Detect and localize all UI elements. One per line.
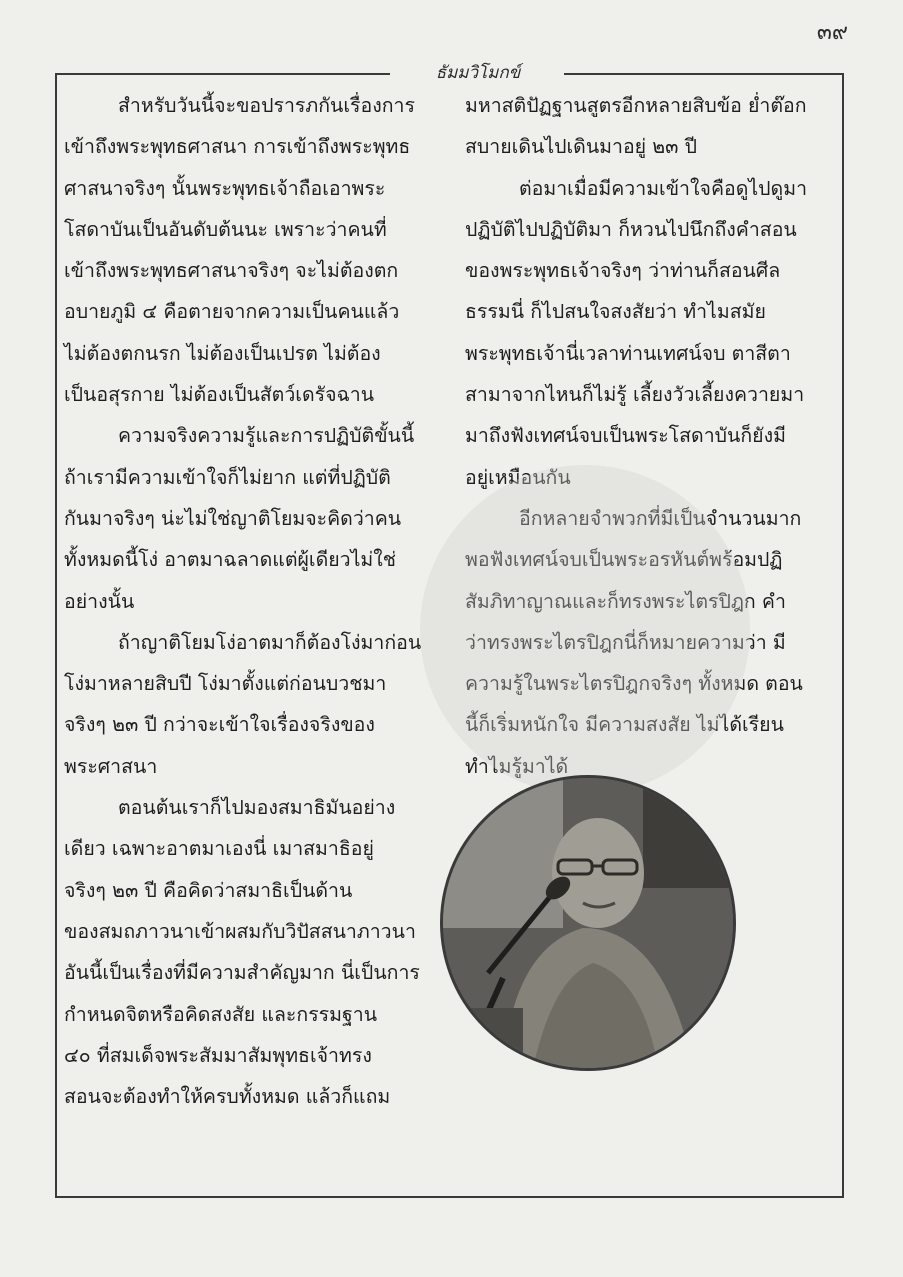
page-number: ๓๙ xyxy=(816,20,848,45)
text-line: สบายเดินไปเดินมาอยู่ ๒๓ ปี xyxy=(465,135,698,159)
text-line: ของพระพุทธเจ้าจริงๆ ว่าท่านก็สอนศีล xyxy=(465,259,781,283)
text-line: ทำไมรู้มาได้ xyxy=(465,754,569,778)
text-line: นี้ก็เริ่มหนักใจ มีความสงสัย ไม่ได้เรียน xyxy=(465,713,784,737)
header-rule-left xyxy=(57,73,390,75)
text-line: จริงๆ ๒๓ ปี กว่าจะเข้าใจเรื่องจริงของ xyxy=(64,713,375,737)
text-line: เข้าถึงพระพุทธศาสนาจริงๆ จะไม่ต้องตก xyxy=(64,259,399,283)
background-watermark xyxy=(420,465,750,795)
text-line: สอนจะต้องทำให้ครบทั้งหมด แล้วก็แถม xyxy=(64,1085,391,1109)
text-line: ความรู้ในพระไตรปิฎกจริงๆ ทั้งหมด ตอน xyxy=(465,672,803,696)
text-line: โง่มาหลายสิบปี โง่มาตั้งแต่ก่อนบวชมา xyxy=(64,672,387,696)
text-line: ปฏิบัติไปปฏิบัติมา ก็หวนไปนึกถึงคำสอน xyxy=(465,217,797,241)
text-line: กำหนดจิตหรือคิดสงสัย และกรรมฐาน xyxy=(64,1002,378,1026)
text-line: อย่างนั้น xyxy=(64,589,135,613)
text-line: โสดาบันเป็นอันดับต้นนะ เพราะว่าคนที่ xyxy=(64,217,387,241)
text-line: ตอนต้นเราก็ไปมองสมาธิมันอย่าง xyxy=(118,796,396,820)
text-line: อยู่เหมือนกัน xyxy=(465,465,571,489)
text-line: ๔๐ ที่สมเด็จพระสัมมาสัมพุทธเจ้าทรง xyxy=(64,1043,372,1067)
text-line: ว่าทรงพระไตรปิฎกนี่ก็หมายความว่า มี xyxy=(465,630,786,654)
text-line: อันนี้เป็นเรื่องที่มีความสำคัญมาก นี่เป็นการ xyxy=(64,961,420,985)
text-line: มหาสติปัฏฐานสูตรอีกหลายสิบข้อ ย่ำต๊อก xyxy=(465,94,807,117)
text-line: เป็นอสุรกาย ไม่ต้องเป็นสัตว์เดรัจฉาน xyxy=(64,383,375,407)
text-line: ศาสนาจริงๆ นั้นพระพุทธเจ้าถือเอาพระ xyxy=(64,176,386,200)
text-line: พอฟังเทศน์จบเป็นพระอรหันต์พร้อมปฏิ xyxy=(465,548,783,572)
text-line: สามาจากไหนก็ไม่รู้ เลี้ยงวัวเลี้ยงควายมา xyxy=(465,383,805,407)
text-line: จริงๆ ๒๓ ปี คือคิดว่าสมาธิเป็นด้าน xyxy=(64,878,353,902)
text-line: สัมภิทาญาณและก็ทรงพระไตรปิฎก คำ xyxy=(465,589,786,613)
text-line: เข้าถึงพระพุทธศาสนา การเข้าถึงพระพุทธ xyxy=(64,135,411,159)
text-line: ธรรมนี่ ก็ไปสนใจสงสัยว่า ทำไมสมัย xyxy=(465,300,766,324)
header-rule-right xyxy=(564,73,842,75)
left-text-column xyxy=(64,85,436,1117)
text-line: พระศาสนา xyxy=(64,754,158,778)
text-line: ความจริงความรู้และการปฏิบัติขั้นนี้ xyxy=(118,424,415,448)
text-line: ไม่ต้องตกนรก ไม่ต้องเป็นเปรต ไม่ต้อง xyxy=(64,341,381,365)
text-line: อบายภูมิ ๔ คือตายจากความเป็นคนแล้ว xyxy=(64,300,400,324)
text-line: ทั้งหมดนี้โง่ อาตมาฉลาดแต่ผู้เดียวไม่ใช่ xyxy=(64,548,397,572)
text-line: ต่อมาเมื่อมีความเข้าใจคือดูไปดูมา xyxy=(519,176,808,200)
text-line: เดียว เฉพาะอาตมาเองนี่ เมาสมาธิอยู่ xyxy=(64,837,374,861)
text-line: ของสมถภาวนาเข้าผสมกับวิปัสสนาภาวนา xyxy=(64,919,416,943)
text-line: กันมาจริงๆ น่ะไม่ใช่ญาติโยมจะคิดว่าคน xyxy=(64,506,402,530)
monk-photo-illustration xyxy=(443,778,733,1068)
running-head: ธัมมวิโมกข์ xyxy=(435,63,521,83)
text-line: มาถึงฟังเทศน์จบเป็นพระโสดาบันก็ยังมี xyxy=(465,424,786,448)
text-line: ถ้าญาติโยมโง่อาตมาก็ต้องโง่มาก่อน xyxy=(118,630,422,654)
text-line: อีกหลายจำพวกที่มีเป็นจำนวนมาก xyxy=(519,506,802,530)
text-line: สำหรับวันนี้จะขอปรารภกันเรื่องการ xyxy=(118,94,415,117)
text-line: พระพุทธเจ้านี่เวลาท่านเทศน์จบ ตาสีตา xyxy=(465,341,791,365)
text-line: ถ้าเรามีความเข้าใจก็ไม่ยาก แต่ที่ปฏิบัติ xyxy=(64,465,391,489)
monk-photo xyxy=(440,775,736,1071)
